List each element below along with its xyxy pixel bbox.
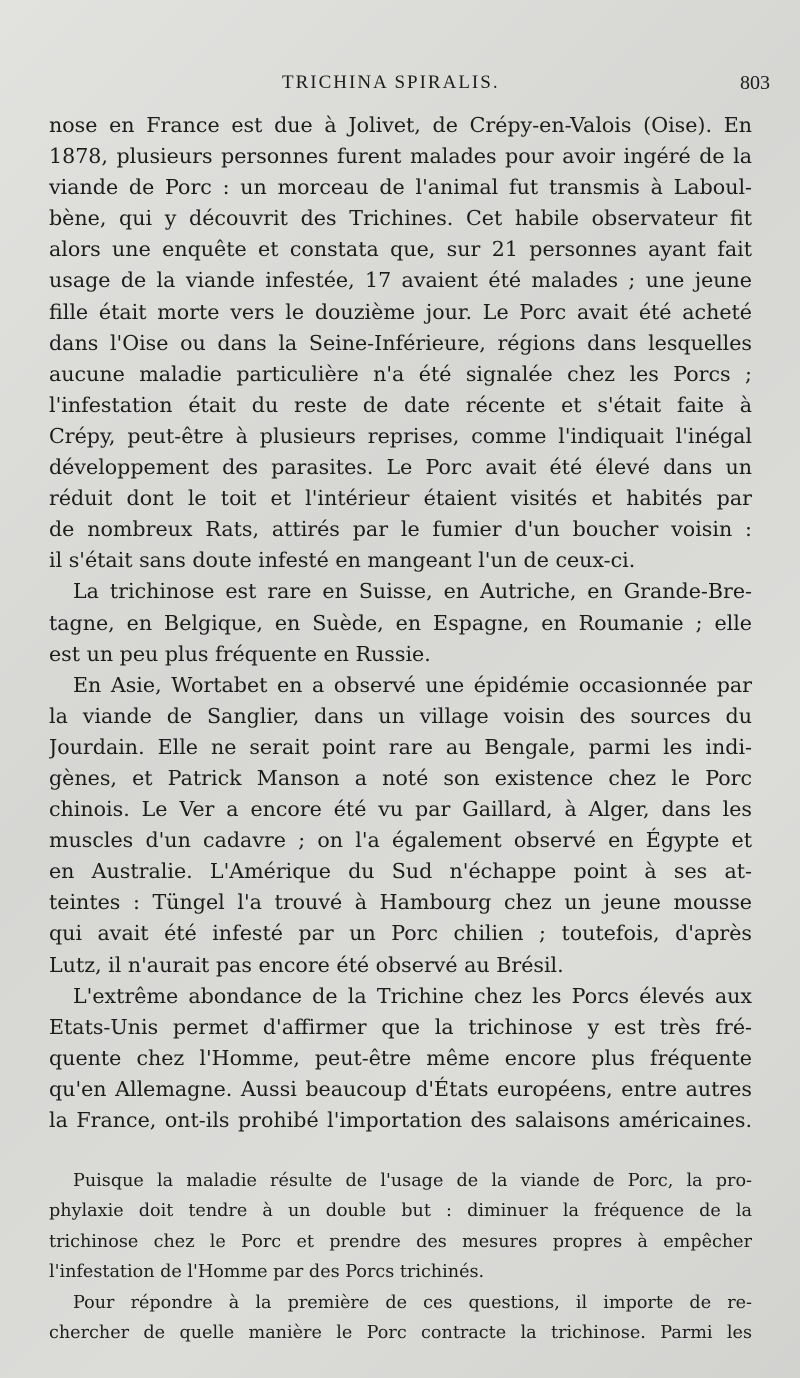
text-line: qui avait été infesté par un Porc chilien ; toutefois, d'après xyxy=(49,921,752,946)
text-line: il s'était sans doute infesté en mangeant l'un de ceux-ci. xyxy=(49,548,636,573)
text-line: réduit dont le toit et l'intérieur étaient visités et habités par xyxy=(49,486,752,511)
text-line: en Australie. L'Amérique du Sud n'échappe point à ses at- xyxy=(49,859,752,884)
running-title: TRICHINA SPIRALIS. xyxy=(282,72,500,93)
text-line: teintes : Tüngel l'a trouvé à Hambourg chez un jeune mousse xyxy=(49,890,752,915)
paragraph-united-states xyxy=(49,981,752,1136)
text-line: viande de Porc : un morceau de l'animal fut transmis à Laboul- xyxy=(49,175,752,200)
paragraph-asia xyxy=(49,670,752,981)
text-line: La trichinose est rare en Suisse, en Autriche, en Grande-Bre- xyxy=(73,579,752,604)
paragraph-europe xyxy=(49,576,752,669)
paragraph-prophylaxis xyxy=(49,1166,752,1288)
running-header xyxy=(0,72,800,102)
page-number: 803 xyxy=(740,72,770,94)
text-line: Jourdain. Elle ne serait point rare au Bengale, parmi les indi- xyxy=(49,734,752,759)
small-text-block xyxy=(49,1166,752,1348)
paragraph-first-question xyxy=(49,1288,752,1349)
text-line: de nombreux Rats, attirés par le fumier d'un boucher voisin : xyxy=(49,517,752,542)
text-line: phylaxie doit tendre à un double but : diminuer la fréquence de la xyxy=(49,1201,752,1222)
text-line: qu'en Allemagne. Aussi beaucoup d'États européens, entre autres xyxy=(49,1076,752,1101)
text-line: la viande de Sanglier, dans un village voisin des sources du xyxy=(49,703,752,728)
text-line: chercher de quelle manière le Porc contracte la trichinose. Parmi les xyxy=(49,1322,752,1343)
text-line: muscles d'un cadavre ; on l'a également observé en Égypte et xyxy=(49,828,752,853)
text-line: chinois. Le Ver a encore été vu par Gaillard, à Alger, dans les xyxy=(49,797,752,822)
main-text-block xyxy=(49,110,752,1136)
text-line: quente chez l'Homme, peut-être même encore plus fréquente xyxy=(49,1045,752,1070)
text-line: Crépy, peut-être à plusieurs reprises, comme l'indiquait l'inégal xyxy=(49,423,752,448)
text-line: fille était morte vers le douzième jour. Le Porc avait été acheté xyxy=(49,299,752,324)
text-line: Puisque la maladie résulte de l'usage de la viande de Porc, la pro- xyxy=(73,1171,752,1191)
text-line: trichinose chez le Porc et prendre des mesures propres à empêcher xyxy=(49,1231,752,1252)
text-line: nose en France est due à Jolivet, de Crépy-en-Valois (Oise). En xyxy=(49,113,752,137)
paragraph-jolivet-case xyxy=(49,110,752,576)
text-line: L'extrême abondance de la Trichine chez les Porcs élevés aux xyxy=(73,983,752,1008)
text-line: En Asie, Wortabet en a observé une épidémie occasionnée par xyxy=(73,672,752,697)
text-line: aucune maladie particulière n'a été signalée chez les Porcs ; xyxy=(49,361,752,386)
text-line: Lutz, il n'aurait pas encore été observé au Brésil. xyxy=(49,952,564,977)
text-line: Etats-Unis permet d'affirmer que la trichinose y est très fré- xyxy=(49,1014,752,1039)
text-line: l'infestation était du reste de date récente et s'était faite à xyxy=(49,392,752,417)
text-line: 1878, plusieurs personnes furent malades pour avoir ingéré de la xyxy=(49,144,752,169)
text-line: l'infestation de l'Homme par des Porcs trichinés. xyxy=(49,1262,485,1283)
text-line: bène, qui y découvrit des Trichines. Cet habile observateur fit xyxy=(49,206,752,231)
text-line: est un peu plus fréquente en Russie. xyxy=(49,641,431,666)
text-line: gènes, et Patrick Manson a noté son existence chez le Porc xyxy=(49,765,752,790)
text-line: usage de la viande infestée, 17 avaient été malades ; une jeune xyxy=(49,268,752,293)
text-line: dans l'Oise ou dans la Seine-Inférieure, régions dans lesquelles xyxy=(49,330,752,355)
text-line: Pour répondre à la première de ces questions, il importe de re- xyxy=(73,1292,752,1313)
text-line: alors une enquête et constata que, sur 21 personnes ayant fait xyxy=(49,237,752,262)
text-line: tagne, en Belgique, en Suède, en Espagne, en Roumanie ; elle xyxy=(49,610,752,635)
text-line: la France, ont-ils prohibé l'importation des salaisons américaines. xyxy=(49,1108,752,1132)
text-line: développement des parasites. Le Porc avait été élevé dans un xyxy=(49,455,752,480)
